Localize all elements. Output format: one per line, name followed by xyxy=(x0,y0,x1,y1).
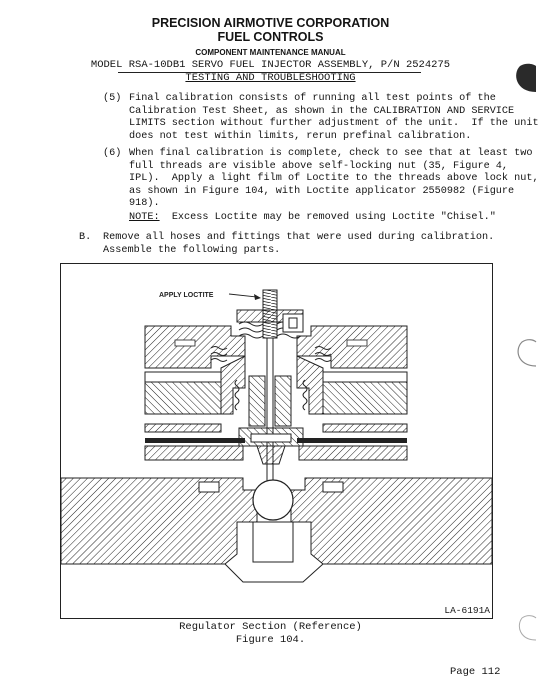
step-line: IPL). Apply a light film of Loctite to the threads above lock nut, xyxy=(129,173,539,184)
figure-frame xyxy=(60,263,493,619)
step-line: does not test within limits, rerun prefinal calibration. xyxy=(129,130,472,142)
step-number: (6) xyxy=(103,148,122,159)
manual-title: COMPONENT MAINTENANCE MANUAL xyxy=(195,48,346,57)
figure-caption: Regulator Section (Reference) xyxy=(179,621,362,633)
item-line: Assemble the following parts. xyxy=(103,244,281,256)
figure-ref-code: LA-6191A xyxy=(444,605,490,616)
item-line: Remove all hoses and fittings that were used during calibration. xyxy=(103,232,495,243)
division-name: FUEL CONTROLS xyxy=(217,30,324,44)
step-line: as shown in Figure 104, with Loctite applicator 2550982 (Figure xyxy=(129,185,515,197)
note xyxy=(129,212,496,225)
page-number: Page 112 xyxy=(450,666,501,678)
regulator-section-drawing xyxy=(61,264,492,618)
step-line: 918). xyxy=(129,198,160,209)
item-letter: B. xyxy=(79,232,92,243)
punch-hole-mark xyxy=(508,62,538,94)
step-line: full threads are visible above self-locking nut (35, Figure 4, xyxy=(129,160,509,172)
step-line: Calibration Test Sheet, as shown in the CALIBRATION AND SERVICE xyxy=(129,105,515,117)
section-title: TESTING AND TROUBLESHOOTING xyxy=(185,72,356,84)
punch-hole-mark xyxy=(510,612,538,642)
step-line: When final calibration is complete, check to see that at least two xyxy=(129,148,533,159)
figure-number: Figure 104. xyxy=(235,634,306,646)
model-title: MODEL RSA-10DB1 SERVO FUEL INJECTOR ASSEMBLY, P/N 2524275 xyxy=(90,59,451,71)
step-number: (5) xyxy=(103,93,122,104)
callout-label: APPLY LOCTITE xyxy=(159,292,214,299)
punch-hole-mark xyxy=(508,336,538,368)
note-label: NOTE: xyxy=(129,212,160,223)
company-name: PRECISION AIRMOTIVE CORPORATION xyxy=(151,16,390,30)
note-text: Excess Loctite may be removed using Loctite "Chisel." xyxy=(171,212,496,223)
step-line: LIMITS section without further adjustment of the unit. If the unit xyxy=(129,118,539,129)
step-line: Final calibration consists of running all test points of the xyxy=(129,93,496,104)
